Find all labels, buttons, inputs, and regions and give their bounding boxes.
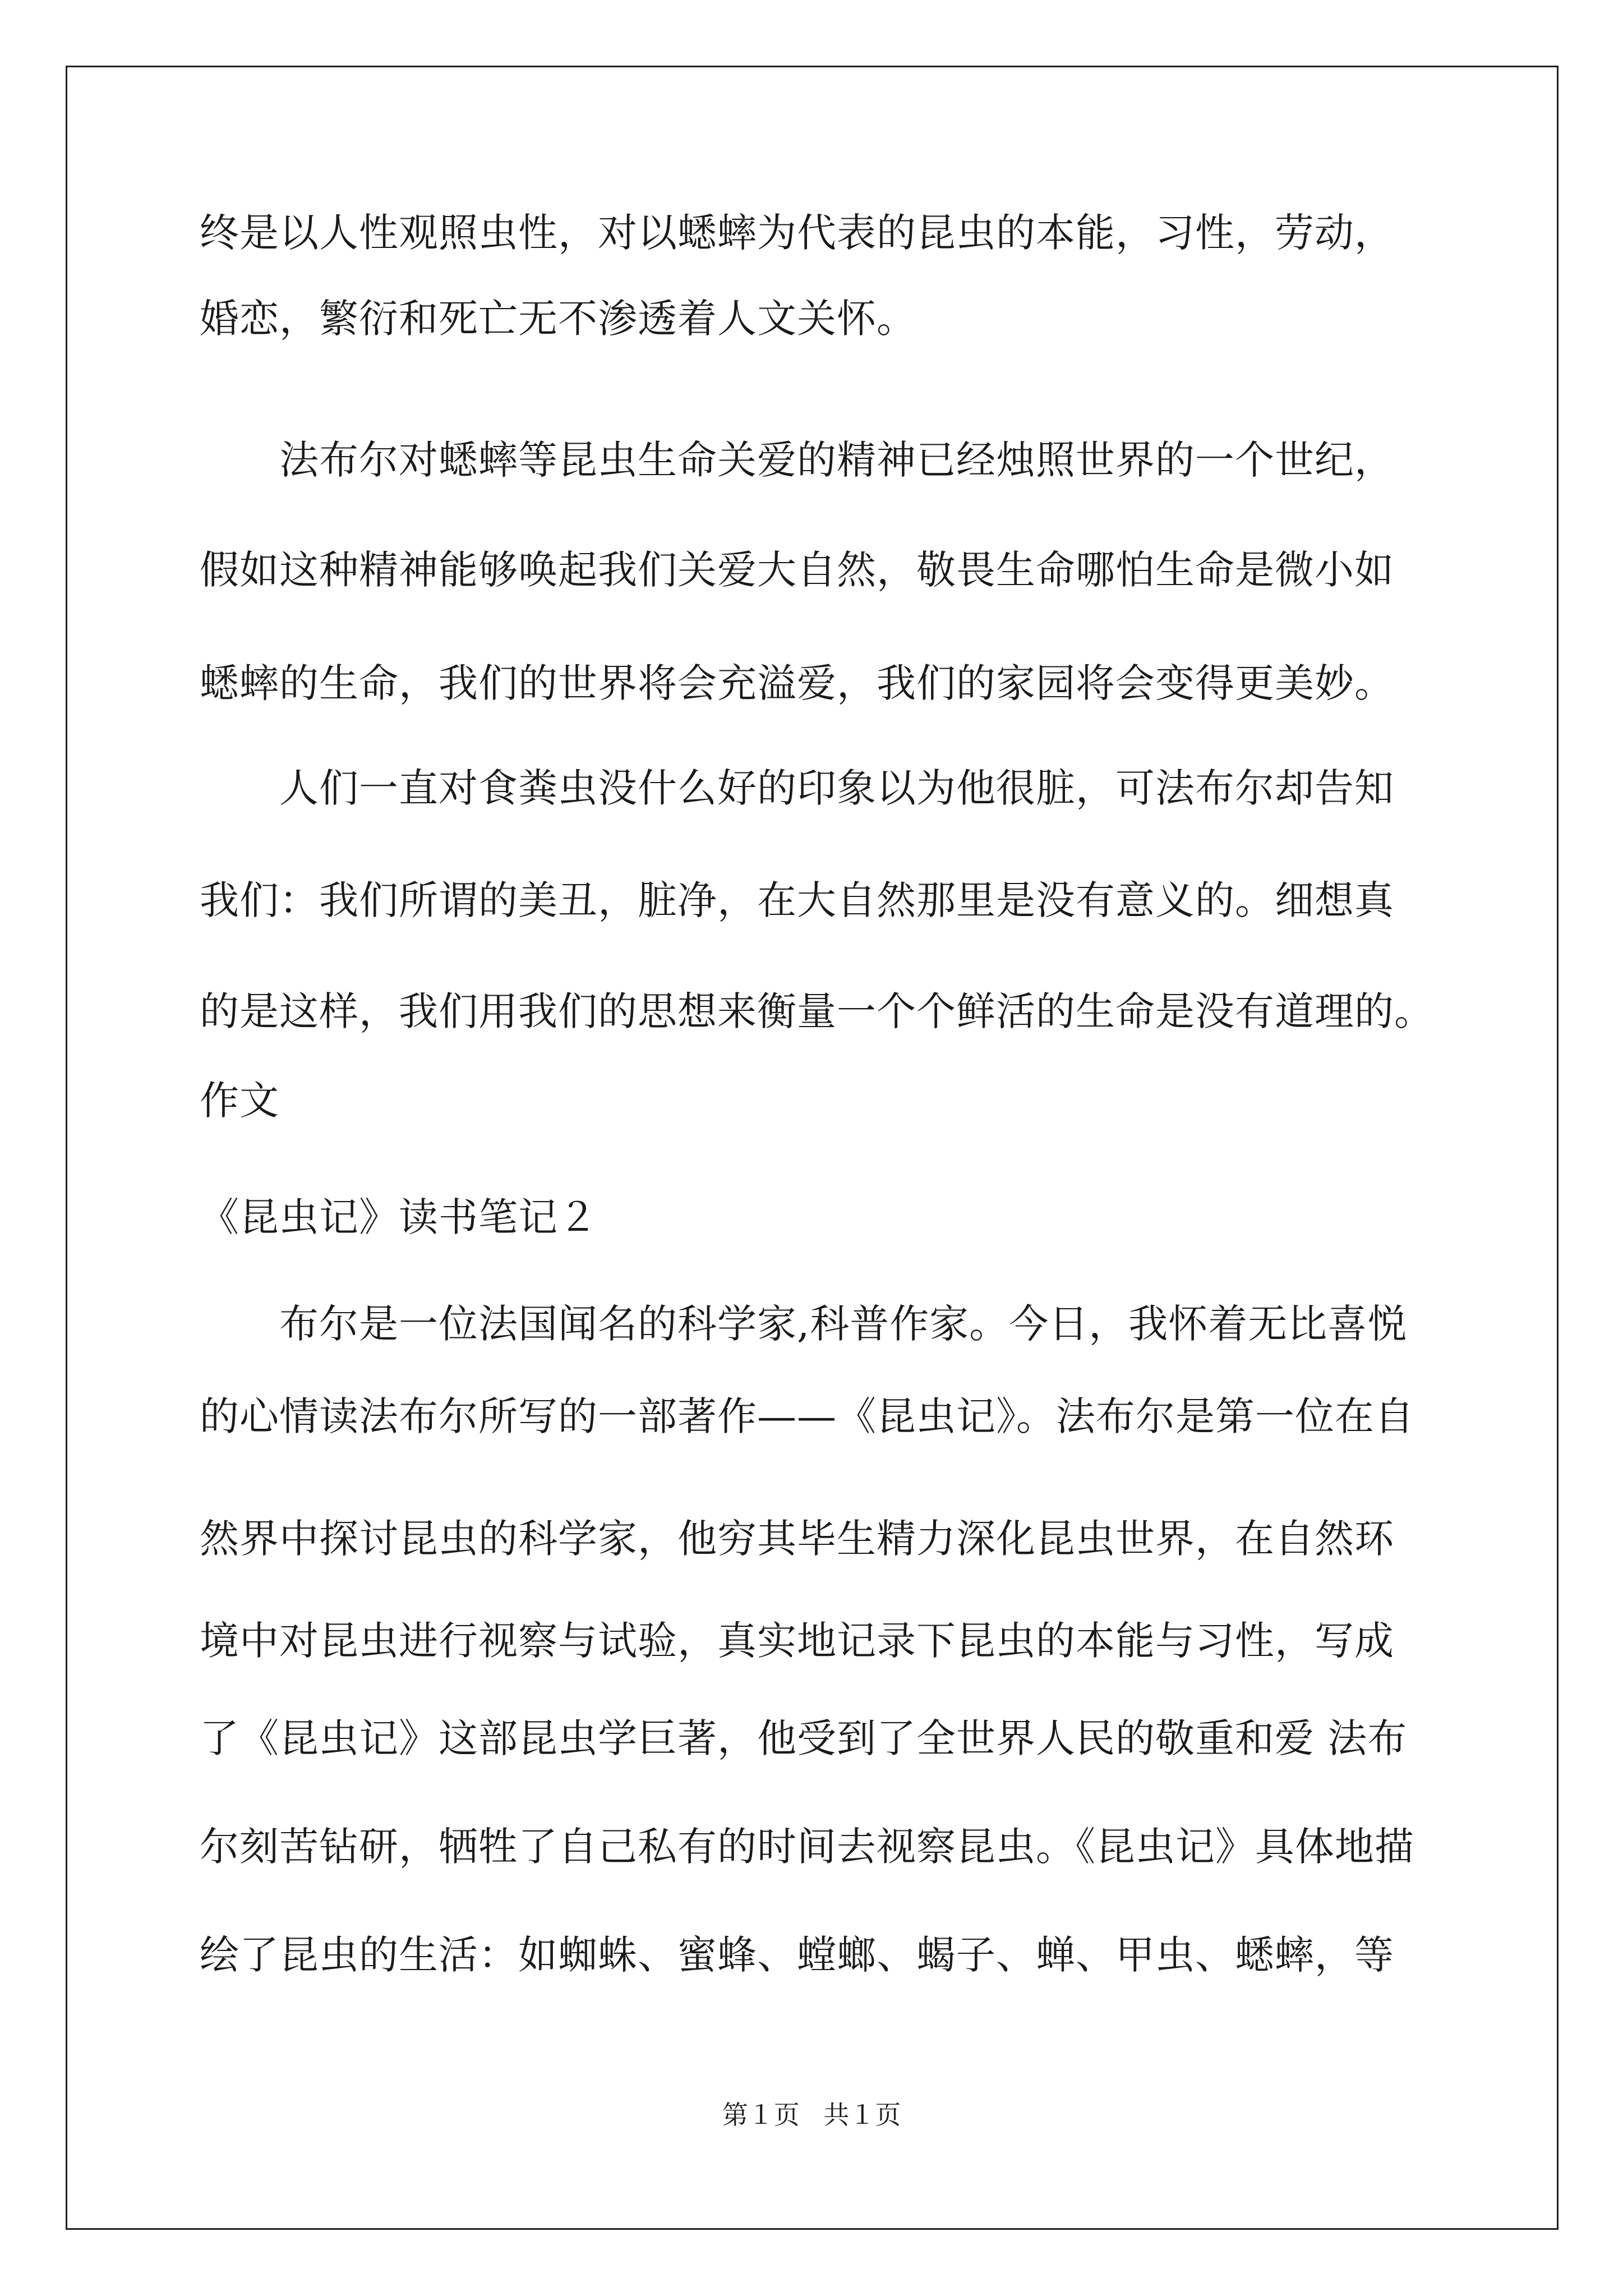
text-line: 的心情读法布尔所写的一部著作——《昆虫记》。法布尔是第一位在自 [200,1393,1414,1439]
text-line: 我们：我们所谓的美丑，脏净，在大自然那里是没有意义的。细想真 [200,877,1394,923]
text-line: 然界中探讨昆虫的科学家，他穷其毕生精力深化昆虫世界，在自然环 [200,1516,1394,1562]
text-line: 终是以人性观照虫性，对以蟋蟀为代表的昆虫的本能，习性，劳动， [200,210,1394,256]
text-line: 境中对昆虫进行视察与试验，真实地记录下昆虫的本能与习性，写成 [200,1618,1394,1664]
text-line: 了《昆虫记》这部昆虫学巨著，他受到了全世界人民的敬重和爱 法布 [200,1715,1408,1761]
text-line: 的是这样，我们用我们的思想来衡量一个个鲜活的生命是没有道理的。 [200,988,1434,1034]
page-footer [0,2098,1623,2132]
text-line: 作文 [200,1078,279,1124]
text-line: 尔刻苦钻研，牺牲了自己私有的时间去视察昆虫。《昆虫记》具体地描 [200,1824,1414,1870]
text-line: 人们一直对食粪虫没什么好的印象以为他很脏，可法布尔却告知 [200,765,1394,811]
section-heading: 《昆虫记》读书笔记２ [200,1194,598,1240]
page-total: 共１页 [823,2100,901,2130]
text-line: 法布尔对蟋蟀等昆虫生命关爱的精神已经烛照世界的一个世纪， [200,437,1394,483]
page-frame [66,66,1559,2230]
page-number: 第１页 [722,2100,800,2130]
text-line: 蟋蟀的生命，我们的世界将会充溢爱，我们的家园将会变得更美妙。 [200,660,1394,706]
text-line: 假如这种精神能够唤起我们关爱大自然，敬畏生命哪怕生命是微小如 [200,547,1394,593]
text-line: 婚恋，繁衍和死亡无不渗透着人文关怀。 [200,296,916,342]
text-line: 绘了昆虫的生活：如蜘蛛、蜜蜂、螳螂、蝎子、蝉、甲虫、蟋蟀，等 [200,1932,1394,1978]
text-line: 布尔是一位法国闻名的科学家,科普作家。今日，我怀着无比喜悦 [200,1301,1408,1347]
